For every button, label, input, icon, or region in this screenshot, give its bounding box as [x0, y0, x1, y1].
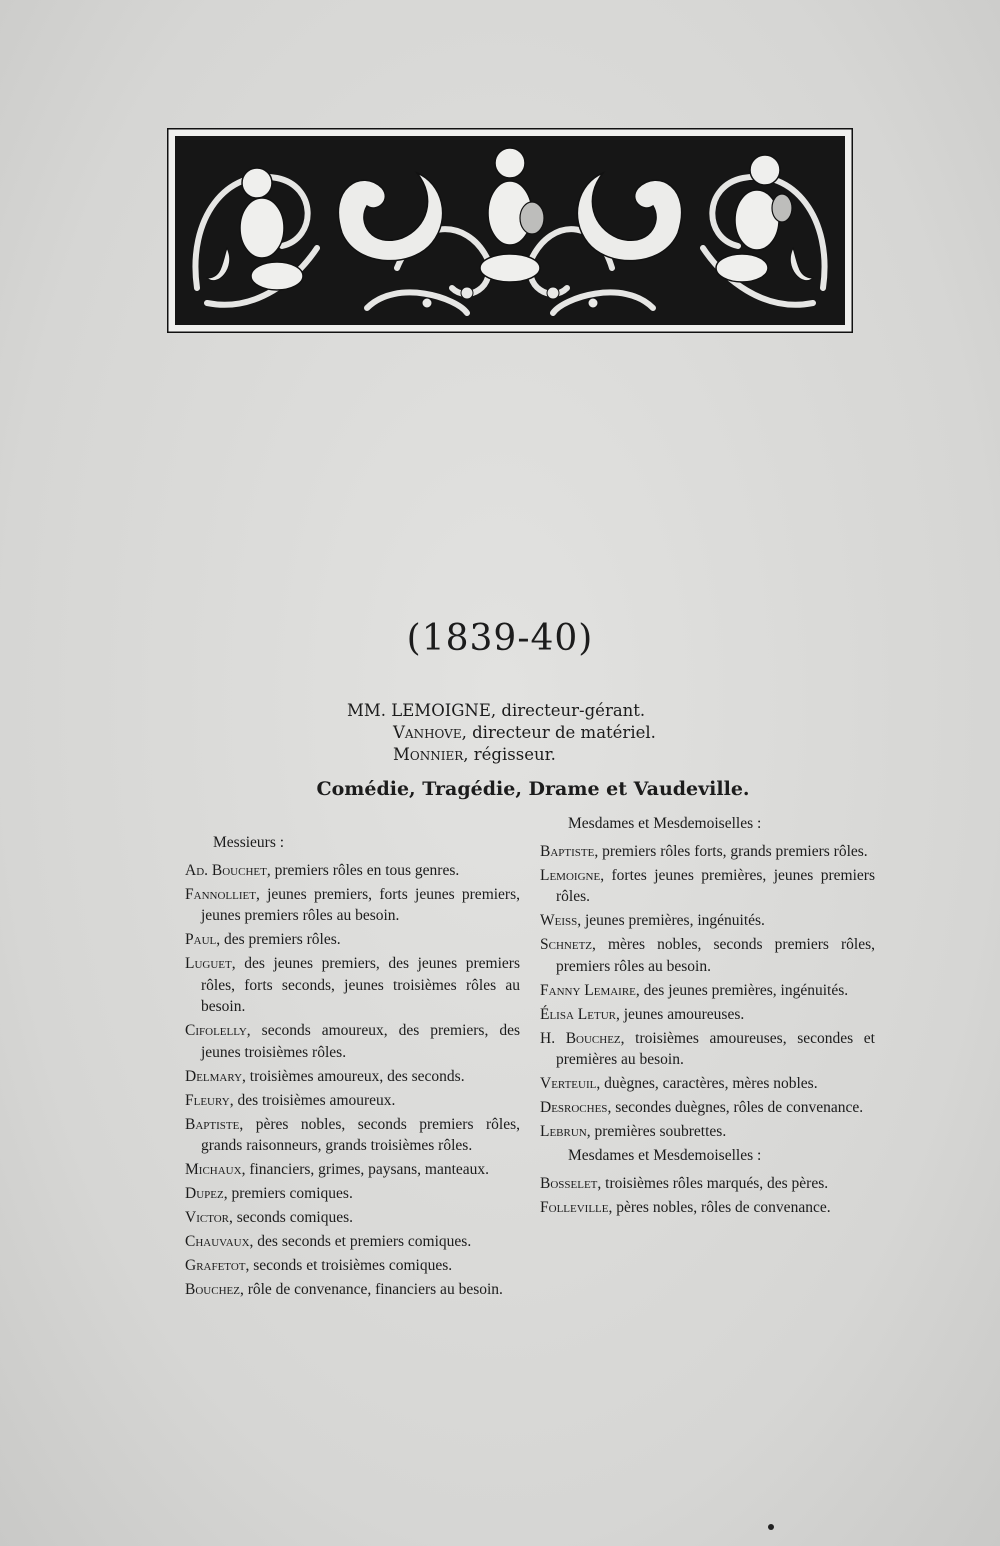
- actor-name: Victor: [185, 1209, 229, 1226]
- actor-name: H. Bouchez: [540, 1029, 621, 1047]
- cast-entry: [185, 1183, 520, 1205]
- role-description: , premiers rôles en tous genres.: [266, 861, 460, 879]
- cast-entry: [540, 910, 875, 932]
- cast-entry: [185, 1090, 520, 1112]
- role-description: , mères nobles, seconds premiers rôles, premiers rôles au besoin.: [556, 936, 875, 975]
- cast-entry: [540, 1197, 875, 1219]
- role-description: , pères nobles, rôles de convenance.: [608, 1198, 831, 1216]
- year-title: (1839-40): [406, 618, 594, 659]
- cast-entry: [185, 1255, 520, 1277]
- cast-entry: [540, 1073, 875, 1095]
- role-description: , financiers, grimes, paysans, manteaux.: [241, 1161, 490, 1178]
- role-description: , premières soubrettes.: [586, 1123, 727, 1140]
- role-description: , pères nobles, seconds premiers rôles, grands raisonneurs, grands troisièmes rôles.: [201, 1115, 520, 1154]
- actor-name: Chauvaux: [185, 1233, 250, 1250]
- cast-entry: [540, 841, 875, 863]
- actor-name: Schnetz: [540, 936, 593, 953]
- entry-list: [185, 860, 520, 1301]
- staff-role: , régisseur.: [463, 745, 556, 764]
- section-title: Comédie, Tragédie, Drame et Vaudeville.: [316, 778, 750, 800]
- staff-prefix: MM.: [347, 701, 387, 720]
- staff-line-materiel: [393, 722, 656, 744]
- cast-entry: [185, 1231, 520, 1253]
- staff-name: Vanhove: [393, 723, 462, 742]
- actor-name: Lemoigne: [540, 866, 601, 884]
- left-column: [185, 832, 520, 1303]
- role-description: , troisièmes amoureuses, secondes et premières au besoin.: [556, 1029, 875, 1068]
- column-heading-2: Mesdames et Mesdemoiselles :: [568, 1147, 762, 1164]
- role-description: , seconds comiques.: [229, 1209, 353, 1226]
- cast-entry: [540, 1028, 875, 1071]
- cast-entry: [540, 1121, 875, 1143]
- actor-name: Bouchez: [185, 1281, 240, 1298]
- page-mark: [768, 1524, 774, 1530]
- entry-list: [540, 841, 875, 1143]
- actor-name: Michaux: [185, 1161, 242, 1178]
- actor-name: Fannolliet: [185, 885, 256, 903]
- role-description: , seconds amoureux, des premiers, des jeunes troisièmes rôles.: [201, 1022, 520, 1061]
- actor-name: Cifolelly: [185, 1022, 247, 1039]
- actor-name: Lebrun: [540, 1123, 587, 1140]
- actor-name: Luguet: [185, 955, 232, 972]
- cast-entry: [185, 884, 520, 927]
- role-description: , seconds et troisièmes comiques.: [245, 1257, 453, 1274]
- role-description: , jeunes premières, ingénuités.: [577, 912, 765, 929]
- staff-line-director: [347, 700, 645, 722]
- actor-name: Weiss: [540, 912, 578, 929]
- cast-entry: [540, 980, 875, 1002]
- cast-entry: [185, 1279, 520, 1301]
- cast-entry: [540, 934, 875, 977]
- actor-name: Paul: [185, 931, 217, 948]
- role-description: , des premiers rôles.: [216, 931, 341, 948]
- cast-entry: [540, 865, 875, 908]
- cast-entry: [540, 1097, 875, 1119]
- staff-name: LEMOIGNE: [391, 701, 491, 720]
- actor-name: Baptiste: [185, 1115, 240, 1133]
- cast-entry: [540, 1004, 875, 1026]
- cast-entry: [185, 1207, 520, 1229]
- cast-entry: [185, 1020, 520, 1063]
- cast-entry: [185, 1066, 520, 1088]
- role-description: , des jeunes premiers, des jeunes premiers rôles, forts seconds, jeunes troisièmes rôles au besoin.: [201, 955, 520, 1015]
- staff-role: , directeur-gérant.: [490, 701, 646, 720]
- cast-entry: [540, 1173, 875, 1195]
- role-description: , des troisièmes amoureux.: [229, 1091, 396, 1109]
- actor-name: Élisa Letur: [540, 1005, 616, 1023]
- role-description: , premiers comiques.: [223, 1185, 353, 1202]
- cast-entry: [185, 953, 520, 1018]
- actor-name: Dupez: [185, 1185, 224, 1202]
- role-description: , troisièmes amoureux, des seconds.: [242, 1067, 465, 1085]
- cast-entry: [185, 1159, 520, 1181]
- cast-entry: [185, 929, 520, 951]
- role-description: , des seconds et premiers comiques.: [249, 1233, 472, 1250]
- role-description: , fortes jeunes premières, jeunes premiers rôles.: [556, 866, 875, 905]
- column-heading: Mesdames et Mesdemoiselles :: [568, 815, 762, 832]
- actor-name: Grafetot: [185, 1257, 246, 1274]
- role-description: , rôle de convenance, financiers au besoin.: [239, 1281, 503, 1298]
- actor-name: Delmary: [185, 1067, 243, 1085]
- role-description: , des jeunes premières, ingénuités.: [635, 981, 849, 999]
- entry-list-2: [540, 1173, 875, 1219]
- ornamental-banner: [167, 128, 853, 333]
- actor-name: Fanny Lemaire: [540, 981, 636, 999]
- role-description: , premiers rôles forts, grands premiers rôles.: [594, 842, 868, 860]
- actor-name: Fleury: [185, 1091, 230, 1109]
- actor-name: Verteuil: [540, 1075, 597, 1092]
- staff-name: Monnier: [393, 745, 464, 764]
- actor-name: Ad. Bouchet: [185, 861, 267, 879]
- role-description: , jeunes amoureuses.: [615, 1005, 745, 1023]
- role-description: , troisièmes rôles marqués, des pères.: [597, 1174, 829, 1192]
- role-description: , duègnes, caractères, mères nobles.: [596, 1075, 818, 1092]
- cast-entry: [185, 1114, 520, 1157]
- right-column: [540, 813, 875, 1221]
- role-description: , jeunes premiers, forts jeunes premiers, jeunes premiers rôles au besoin.: [201, 885, 520, 924]
- staff-role: , directeur de matériel.: [461, 723, 656, 742]
- cast-entry: [185, 860, 520, 882]
- actor-name: Desroches: [540, 1099, 608, 1116]
- actor-name: Bosselet: [540, 1174, 598, 1192]
- staff-line-regisseur: [393, 744, 556, 766]
- role-description: , secondes duègnes, rôles de convenance.: [607, 1099, 864, 1116]
- actor-name: Baptiste: [540, 842, 595, 860]
- column-heading: Messieurs :: [213, 834, 285, 851]
- actor-name: Folleville: [540, 1198, 609, 1216]
- ornament-frieze-icon: [167, 128, 853, 333]
